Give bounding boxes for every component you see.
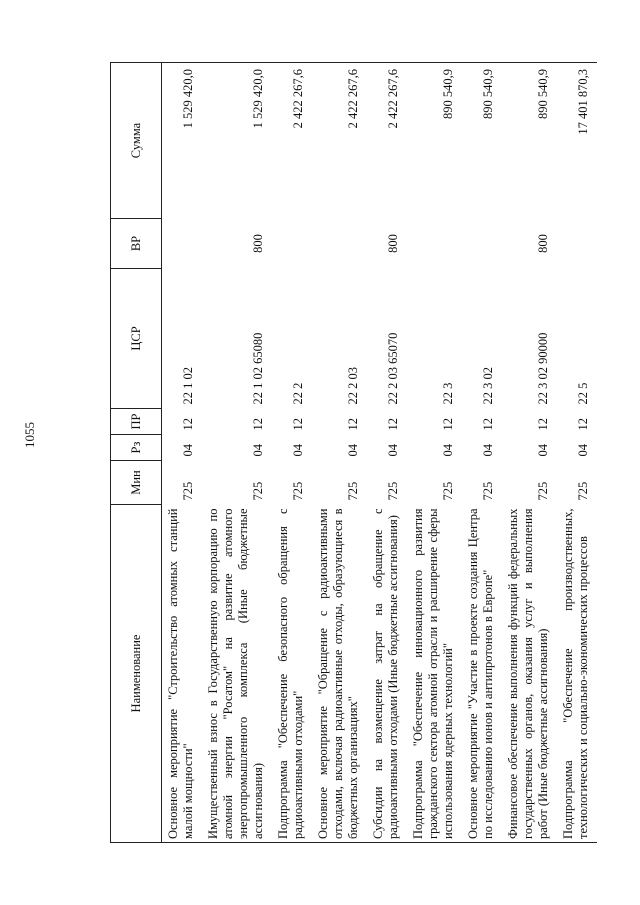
table-row: [557, 63, 597, 843]
table-row: [162, 63, 203, 843]
row-name: Имущественный взнос в Государственную корпорацию по атомной энергии "Росатом" на развитие атомного энергопромышленного комплекса (Иные бюджетные ассигнования): [202, 505, 272, 843]
row-pr: 12: [576, 418, 590, 431]
row-vr: [407, 219, 462, 269]
row-sum: 2 422 267,6: [272, 63, 312, 219]
row-sum: 2 422 267,6: [312, 63, 367, 219]
row-vr: [462, 219, 502, 269]
row-rz: 04: [346, 444, 360, 457]
row-name: Основное мероприятие "Участие в проекте создания Центра по исследованию ионов и антипротонов в Европе": [462, 505, 502, 843]
row-pr: 12: [346, 418, 360, 431]
header-name: Наименование: [111, 505, 162, 843]
row-name: Финансовое обеспечение выполнения функций федеральных государственных органов, оказания услуг и выполнения работ (Иные бюджетные ассигнования): [502, 505, 557, 843]
table-row: [312, 63, 367, 843]
row-vr: [312, 219, 367, 269]
row-min: 725: [251, 481, 265, 501]
row-pr: 12: [386, 418, 400, 431]
row-csr: 22 2 03: [346, 367, 360, 405]
page-number-label: [22, 422, 38, 448]
row-pr: 12: [181, 418, 195, 431]
table-row: [462, 63, 502, 843]
header-csr: ЦСР: [111, 269, 162, 409]
row-rz: 04: [386, 444, 400, 457]
row-min: 725: [576, 481, 590, 501]
row-rz: 04: [536, 444, 550, 457]
budget-table: [110, 62, 597, 843]
row-min: 725: [481, 481, 495, 501]
header-min: Мин: [111, 461, 162, 505]
row-csr: 22 3 02: [481, 367, 495, 405]
row-pr: 12: [251, 418, 265, 431]
row-pr: 12: [291, 418, 305, 431]
row-sum: 17 401 870,3: [557, 63, 597, 219]
row-pr: 12: [441, 418, 455, 431]
table-row: [202, 63, 272, 843]
row-name: Подпрограмма "Обеспечение безопасного обращения с радиоактивными отходами": [272, 505, 312, 843]
row-min: 725: [536, 481, 550, 501]
row-min: 725: [441, 481, 455, 501]
row-sum: 890 540,9: [407, 63, 462, 219]
row-sum: 890 540,9: [462, 63, 502, 219]
row-rz: 04: [181, 444, 195, 457]
table-row: [407, 63, 462, 843]
row-csr: 22 3: [441, 382, 455, 405]
row-name: Подпрограмма "Обеспечение производственных, технологических и социально-экономических процессов: [557, 505, 597, 843]
row-csr: 22 2: [291, 382, 305, 405]
row-rz: 04: [251, 444, 265, 457]
row-name: Основное мероприятие "Строительство атомных станций малой мощности": [162, 505, 203, 843]
row-sum: 890 540,9: [502, 63, 557, 219]
row-name: Подпрограмма "Обеспечение инновационного развития гражданского сектора атомной отрасли и расширение сферы использования ядерных технологий": [407, 505, 462, 843]
table-row: [502, 63, 557, 843]
table-header-row: [111, 63, 162, 843]
row-vr: 800: [251, 234, 265, 253]
row-sum: 1 529 420,0: [202, 63, 272, 219]
row-csr: 22 5: [576, 382, 590, 405]
row-csr: 22 1 02 65080: [251, 332, 265, 405]
table-row: [272, 63, 312, 843]
row-vr: 800: [386, 234, 400, 253]
table-row: [367, 63, 407, 843]
row-vr: [272, 219, 312, 269]
row-min: 725: [386, 481, 400, 501]
row-name: Основное мероприятие "Обращение с радиоактивными отходами, включая радиоактивные отходы, образующиеся в бюджетных организациях": [312, 505, 367, 843]
row-rz: 04: [441, 444, 455, 457]
row-vr: 800: [536, 234, 550, 253]
row-vr: [557, 219, 597, 269]
row-rz: 04: [481, 444, 495, 457]
header-pr: ПР: [111, 409, 162, 435]
row-name: Субсидии на возмещение затрат на обращение с радиоактивными отходами (Иные бюджетные ассигнования): [367, 505, 407, 843]
row-rz: 04: [576, 444, 590, 457]
header-sum: Сумма: [111, 63, 162, 219]
row-pr: 12: [536, 418, 550, 431]
budget-table-rotated: [110, 63, 640, 843]
row-csr: 22 1 02: [181, 367, 195, 405]
row-sum: 2 422 267,6: [367, 63, 407, 219]
row-rz: 04: [291, 444, 305, 457]
row-vr: [162, 219, 203, 269]
header-vr: ВР: [111, 219, 162, 269]
row-min: 725: [181, 481, 195, 501]
row-min: 725: [291, 481, 305, 501]
row-sum: 1 529 420,0: [162, 63, 203, 219]
page-number-text: 1055: [22, 422, 37, 448]
row-pr: 12: [481, 418, 495, 431]
header-rz: Рз: [111, 435, 162, 461]
row-csr: 22 3 02 90000: [536, 332, 550, 405]
row-csr: 22 2 03 65070: [386, 332, 400, 405]
row-min: 725: [346, 481, 360, 501]
